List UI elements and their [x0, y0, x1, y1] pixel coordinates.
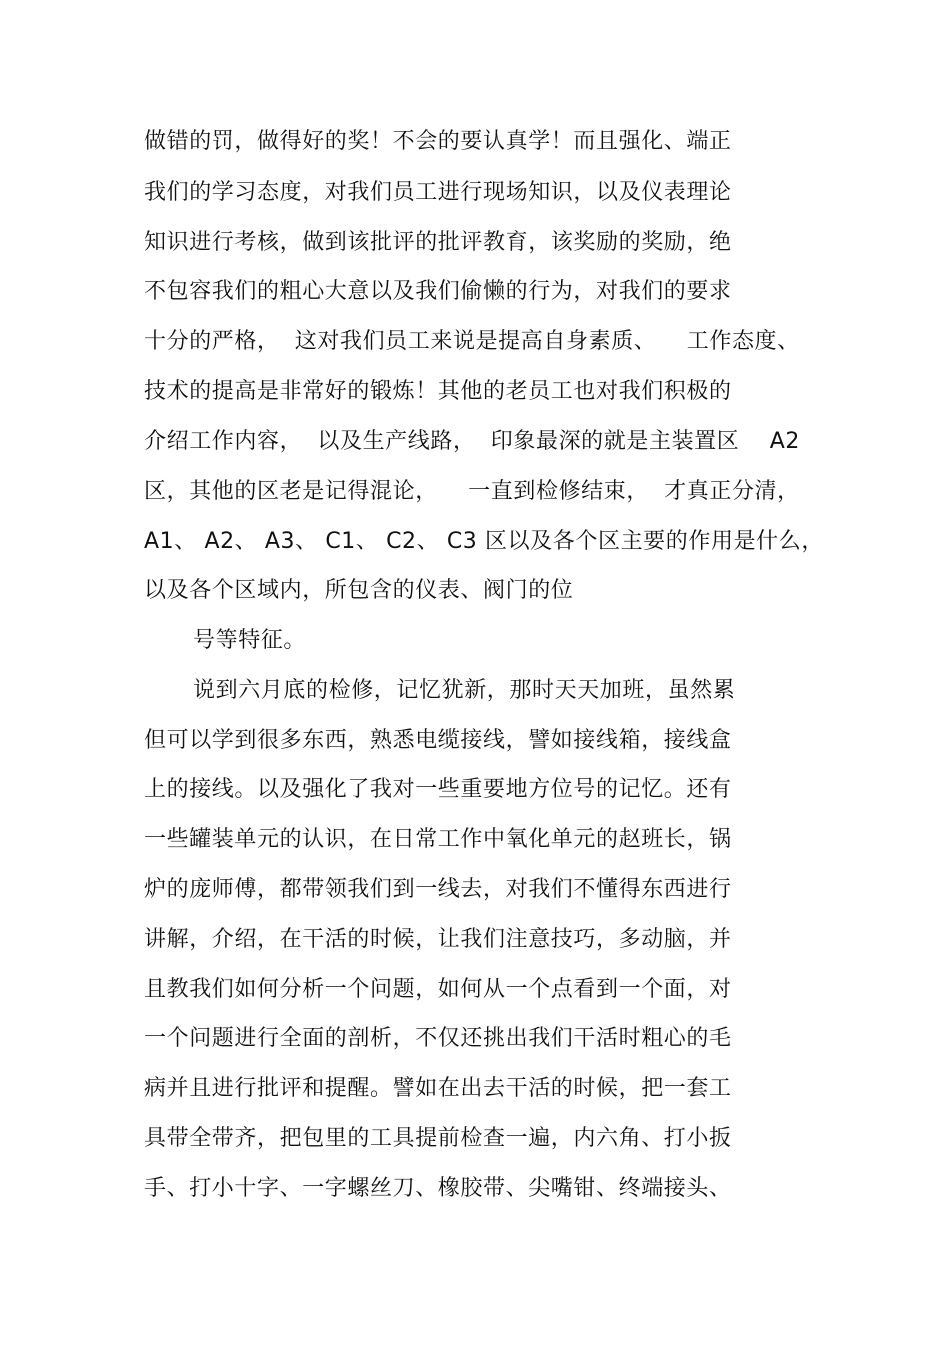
text-line-16: 炉的庞师傅，都带领我们到一线去，对我们不懂得东西进行	[144, 877, 732, 902]
text-line-20: 病并且进行批评和提醒。譬如在出去干活的时候，把一套工	[144, 1076, 732, 1101]
text-line-3: 知识进行考核，做到该批评的批评教育，该奖励的奖励，绝	[144, 230, 732, 255]
text-line-6: 技术的提高是非常好的锻炼！其他的老员工也对我们积极的	[144, 379, 732, 404]
text-line-1: 做错的罚，做得好的奖！不会的要认真学！而且强化、端正	[144, 129, 732, 154]
text-line-18: 且教我们如何分析一个问题，如何从一个点看到一个面，对	[144, 977, 732, 1002]
text-line-10: 以及各个区域内，所包含的仪表、阀门的位	[144, 578, 574, 603]
text-line-9: A1、 A2、 A3、 C1、 C2、 C3 区以及各个区主要的作用是什么，	[144, 529, 824, 554]
text-line-8: 区，其他的区老是记得混论， 一直到检修结束， 才真正分清，	[144, 479, 800, 504]
text-line-5: 十分的严格， 这对我们员工来说是提高自身素质、 工作态度、	[144, 329, 800, 354]
text-line-19: 一个问题进行全面的剖析，不仅还挑出我们干活时粗心的毛	[144, 1026, 732, 1051]
text-line-17: 讲解，介绍，在干活的时候，让我们注意技巧，多动脑，并	[144, 927, 732, 952]
text-line-15: 一些罐装单元的认识，在日常工作中氧化单元的赵班长，锅	[144, 827, 732, 852]
paragraph-start-line: 说到六月底的检修，记忆犹新，那时天天加班，虽然累	[193, 678, 736, 703]
text-line-7: 介绍工作内容， 以及生产线路， 印象最深的就是主装置区 A2	[144, 429, 800, 454]
text-line-21: 具带全带齐，把包里的工具提前检查一遍，内六角、打小扳	[144, 1126, 732, 1151]
text-line-4: 不包容我们的粗心大意以及我们偷懒的行为，对我们的要求	[144, 279, 732, 304]
text-line-14: 上的接线。以及强化了我对一些重要地方位号的记忆。还有	[144, 777, 732, 802]
text-line-11: 号等特征。	[193, 628, 307, 653]
text-line-2: 我们的学习态度，对我们员工进行现场知识，以及仪表理论	[144, 180, 732, 205]
text-line-22: 手、打小十字、一字螺丝刀、橡胶带、尖嘴钳、终端接头、	[144, 1176, 732, 1201]
text-line-13: 但可以学到很多东西，熟悉电缆接线，譬如接线箱，接线盒	[144, 728, 732, 753]
